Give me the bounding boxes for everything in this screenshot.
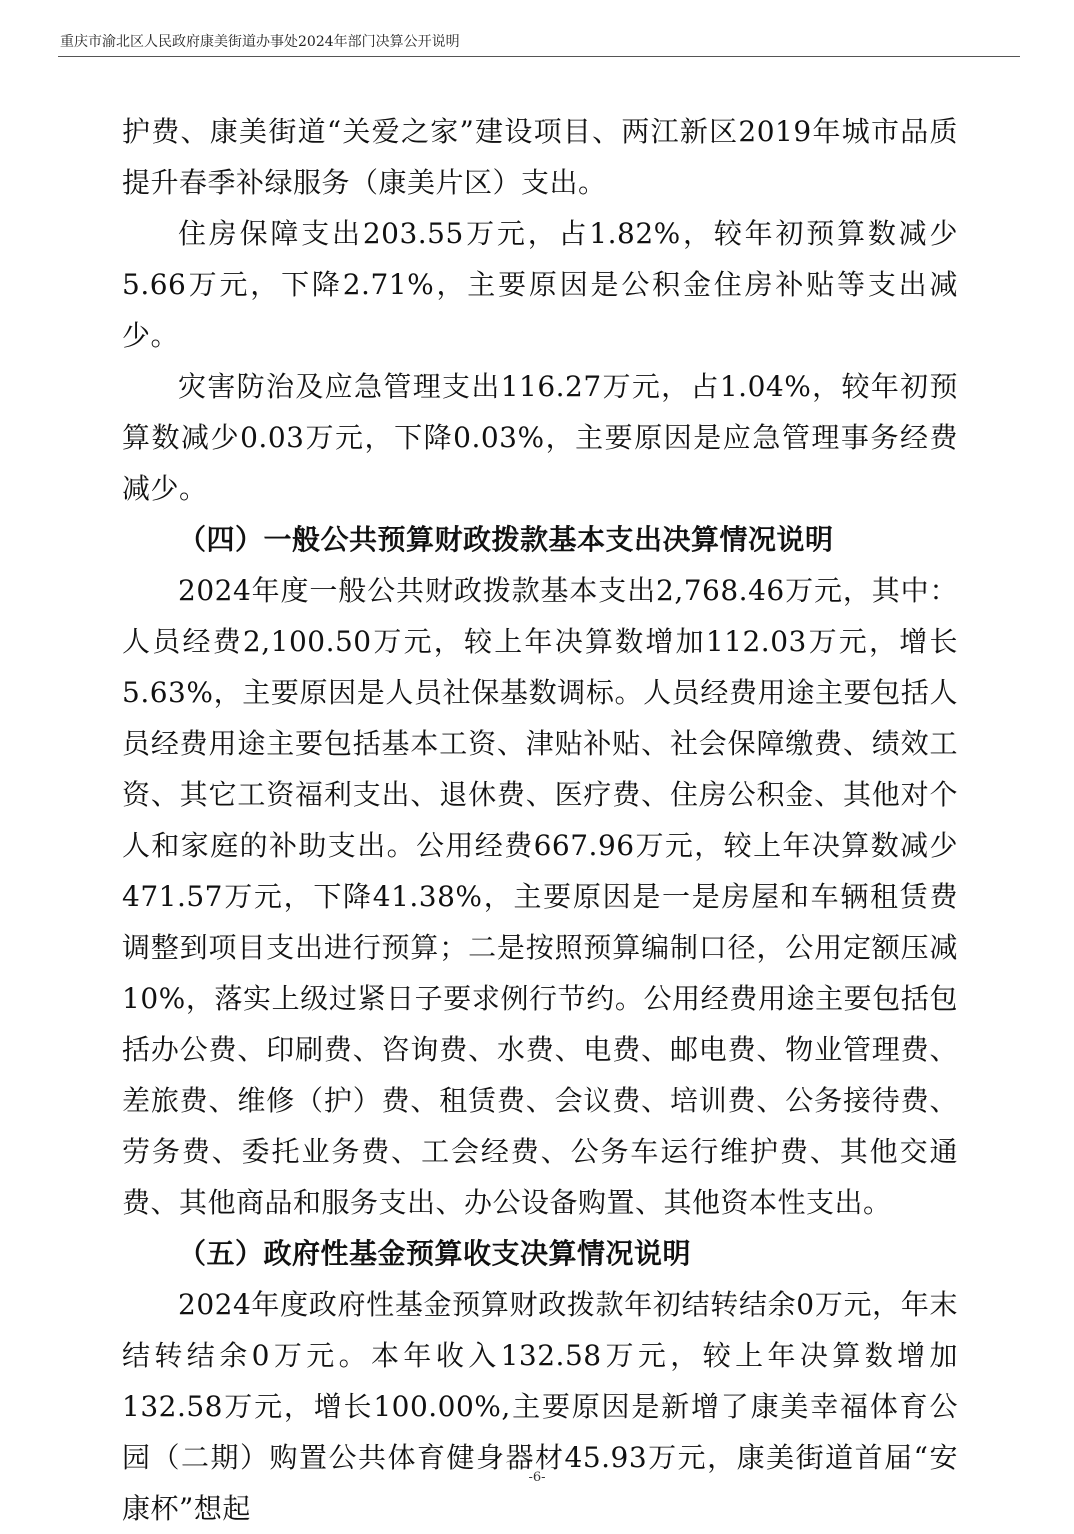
paragraph-government-fund: 2024年度政府性基金预算财政拨款年初结转结余0万元，年末结转结余0万元。本年收入132.58万元，较上年决算数增加132.58万元，增长100.00%,主要原因是新增了康美幸福体育公园（二期）购置公共体育健身器材45.93万元，康美街道首届“安康杯”想起 bbox=[122, 1288, 958, 1525]
document-header: 重庆市渝北区人民政府康美街道办事处2024年部门决算公开说明 bbox=[60, 34, 460, 50]
section-heading-4: （四）一般公共预算财政拨款基本支出决算情况说明 bbox=[178, 523, 834, 556]
paragraph-housing-expenditure: 住房保障支出203.55万元，占1.82%，较年初预算数减少5.66万元，下降2.71%，主要原因是公积金住房补贴等支出减少。 bbox=[122, 217, 958, 352]
paragraph-basic-expenditure: 2024年度一般公共财政拨款基本支出2,768.46万元，其中：人员经费2,100.50万元，较上年决算数增加112.03万元，增长5.63%，主要原因是人员社保基数调标。人员经费用途主要包括人员经费用途主要包括基本工资、津贴补贴、社会保障缴费、绩效工资、其它工资福利支出、退休费、医疗费、住房公积金、其他对个人和家庭的补助支出。公用经费667.96万元，较上年决算数减少471.57万元，下降41.38%，主要原因是一是房屋和车辆租赁费调整到项目支出进行预算；二是按照预算编制口径，公用定额压减10%，落实上级过紧日子要求例行节约。公用经费用途主要包括包括办公费、印刷费、咨询费、水费、电费、邮电费、物业管理费、差旅费、维修（护）费、租赁费、会议费、培训费、公务接待费、劳务费、委托业务费、工会经费、公务车运行维护费、其他交通费、其他商品和服务支出、办公设备购置、其他资本性支出。 bbox=[122, 574, 958, 1219]
paragraph-disaster-expenditure: 灾害防治及应急管理支出116.27万元，占1.04%，较年初预算数减少0.03万元，下降0.03%，主要原因是应急管理事务经费减少。 bbox=[122, 370, 958, 505]
header-divider bbox=[58, 56, 1020, 57]
page-number: -6- bbox=[528, 1470, 546, 1485]
paragraph-continuation: 护费、康美街道“关爱之家”建设项目、两江新区2019年城市品质提升春季补绿服务（康美片区）支出。 bbox=[122, 115, 958, 199]
document-body bbox=[122, 106, 958, 1534]
section-heading-5: （五）政府性基金预算收支决算情况说明 bbox=[178, 1237, 692, 1270]
